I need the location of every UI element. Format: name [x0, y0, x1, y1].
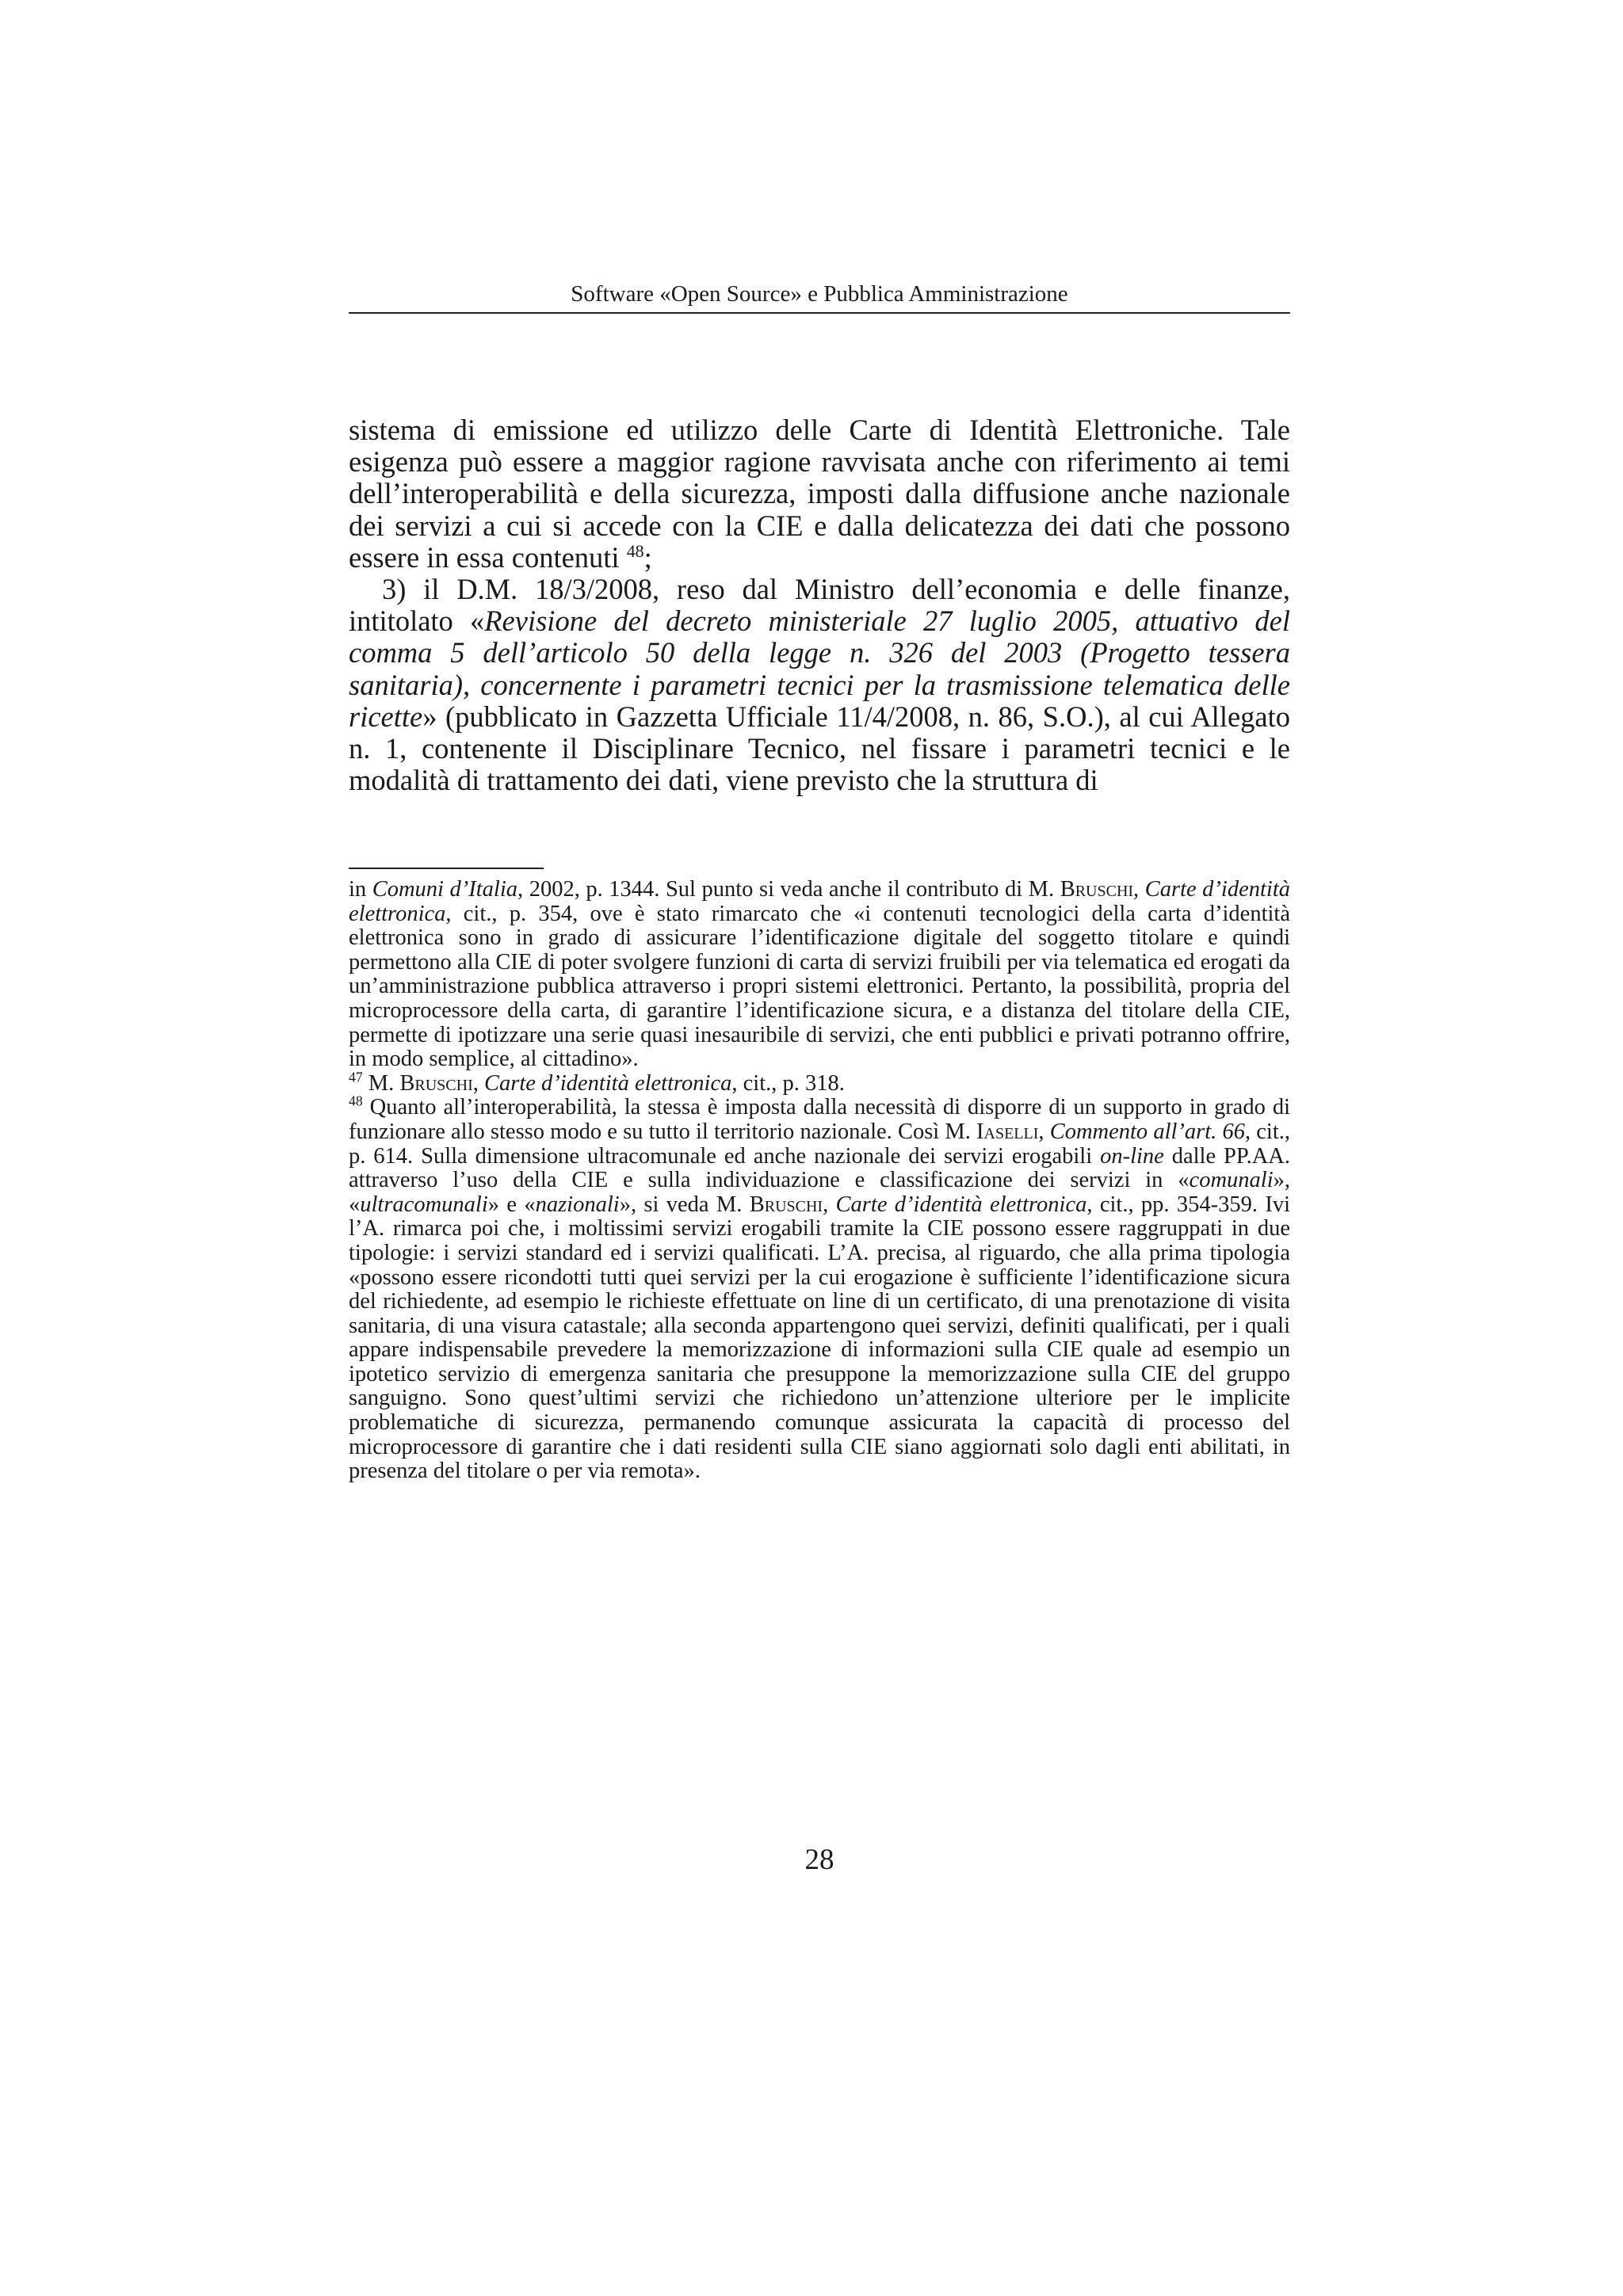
main-text	[349, 414, 1290, 796]
footnote-ref: 48	[626, 540, 644, 561]
author-name: Bruschi	[749, 1192, 823, 1217]
footnotes	[349, 878, 1290, 1484]
body-paragraph-text: 3) il D.M. 18/3/2008, reso dal Ministro dell’economia e delle finanze, intitolato «	[349, 573, 1290, 638]
footnote-italic: ultracomunali	[360, 1192, 488, 1217]
footnote-text: in	[349, 877, 372, 902]
footnote-text: Quanto all’interoperabilità, la stessa è imposta dalla necessità di disporre di un supporto in grado di funzionare allo stesso modo e su tutto il territorio nazionale. Così M.	[349, 1095, 1290, 1144]
decree-title: Revisione del decreto ministeriale 27 luglio 2005, attuativo del comma 5 dell’articolo 50 della legge n. 326 del 2003 (Progetto tessera sanitaria), concernente i parametri tecnici per la trasmissione telematica delle ricette	[349, 605, 1291, 733]
footnote-italic: Carte d’identità elettronica	[483, 1070, 732, 1096]
footnote-text: » e «	[487, 1192, 536, 1217]
footnote-text: », si veda M.	[619, 1192, 750, 1217]
header-rule	[349, 312, 1290, 314]
footnote-text: M.	[362, 1070, 400, 1096]
body-paragraph	[349, 574, 1290, 796]
body-paragraph-tail: ;	[643, 540, 652, 574]
footnote-italic: Carte d’identità elettronica	[835, 1192, 1087, 1217]
footnote-italic: comunali	[1189, 1168, 1274, 1193]
footnote-text: , cit., p. 318.	[731, 1070, 845, 1096]
running-head: Software «Open Source» e Pubblica Amministrazione	[571, 281, 1068, 307]
author-name: Iaselli	[976, 1119, 1039, 1144]
footnote-italic: Commento all’art. 66	[1049, 1119, 1245, 1144]
body-paragraph-text: » (pubblicato in Gazzetta Ufficiale 11/4/2008, n. 86, S.O.), al cui Allegato n. 1, contenente il Disciplinare Tecnico, nel fissare i parametri tecnici e le modalità di trattamento dei dati, viene previsto che la struttura di	[349, 700, 1290, 797]
body-paragraph-text: sistema di emissione ed utilizzo delle Carte di Identità Elettroniche. Tale esigenza può essere a maggior ragione ravvisata anche con riferimento ai temi dell’interoperabilità e della sicurezza, imposti dalla diffusione anche nazionale dei servizi a cui si accede con la CIE e dalla delicatezza dei dati che possono essere in essa contenuti	[349, 414, 1290, 574]
footnote-text: ,	[823, 1192, 836, 1217]
footnote-text: ,	[472, 1070, 484, 1096]
footnote-text: dalle PP.AA. attraverso l’uso della CIE e sulla individuazione e classificazione dei servizi in «	[349, 1143, 1291, 1193]
footnote-text: ,	[1133, 877, 1145, 902]
author-name: Bruschi	[399, 1070, 473, 1096]
footnote-48	[349, 1093, 1291, 1484]
page-number: 28	[804, 1844, 834, 1876]
footnote-text: », «	[349, 1168, 1290, 1217]
footnote-number: 48	[349, 1093, 363, 1109]
footnote-italic: Comuni d’Italia	[372, 877, 518, 902]
footnote-text: , cit., p. 614. Sulla dimensione ultracomunale ed anche nazionale dei servizi erogabili	[349, 1119, 1291, 1169]
footnote-italic: nazionali	[535, 1192, 620, 1217]
footnote-italic: on-line	[1100, 1143, 1164, 1169]
footnote-continuation	[349, 878, 1290, 1072]
body-paragraph	[349, 414, 1290, 574]
footnote-47	[349, 1069, 1290, 1097]
footnote-number: 47	[349, 1069, 363, 1085]
footnote-italic: Carte d’identità elettronica	[349, 877, 1290, 926]
footnote-text: ,	[1038, 1119, 1050, 1144]
author-name: Bruschi	[1060, 877, 1134, 902]
footnote-text: , cit., pp. 354-359. Ivi l’A. rimarca poi che, i moltissimi servizi erogabili tramite la CIE possono essere raggruppati in due tipologie: i servizi standard ed i servizi qualificati. L’A. precisa, al riguardo, che alla prima tipologia «possono essere ricondotti tutti quei servizi per la cui erogazione è sufficiente l’identificazione sicura del richiedente, ad esempio le richieste effettuate on line di un certificato, di una prenotazione di visita sanitaria, di una visura catastale; alla seconda appartengono quei servizi, definiti qualificati, per i quali appare indispensabile prevedere la memorizzazione di informazioni sulla CIE quale ad esempio un ipotetico servizio di emergenza sanitaria che presuppone la memorizzazione sulla CIE del gruppo sanguigno. Sono quest’ultimi servizi che richiedono un’attenzione ulteriore per le implicite problematiche di sicurezza, permanendo comunque assicurata la capacità di processo del microprocessore di garantire che i dati residenti sulla CIE siano aggiornati solo dagli enti abilitati, in presenza del titolare o per via remota».	[349, 1192, 1291, 1484]
footnote-rule	[349, 868, 544, 869]
footnote-text: , cit., p. 354, ove è stato rimarcato che «i contenuti tecnologici della carta d’identità elettronica sono in grado di assicurare l’identificazione digitale del soggetto titolare e quindi permettono alla CIE di poter svolgere funzioni di carta di servizi fruibili per via telematica ed erogati da un’amministrazione pubblica attraverso i propri sistemi elettronici. Pertanto, la possibilità, propria del microprocessore della carta, di garantire l’identificazione sicura, e a distanza del titolare della CIE, permette di ipotizzare una serie quasi inesauribile di servizi, che enti pubblici e privati potranno offrire, in modo semplice, al cittadino».	[349, 901, 1290, 1072]
footnote-text: , 2002, p. 1344. Sul punto si veda anche il contributo di M.	[517, 877, 1060, 902]
